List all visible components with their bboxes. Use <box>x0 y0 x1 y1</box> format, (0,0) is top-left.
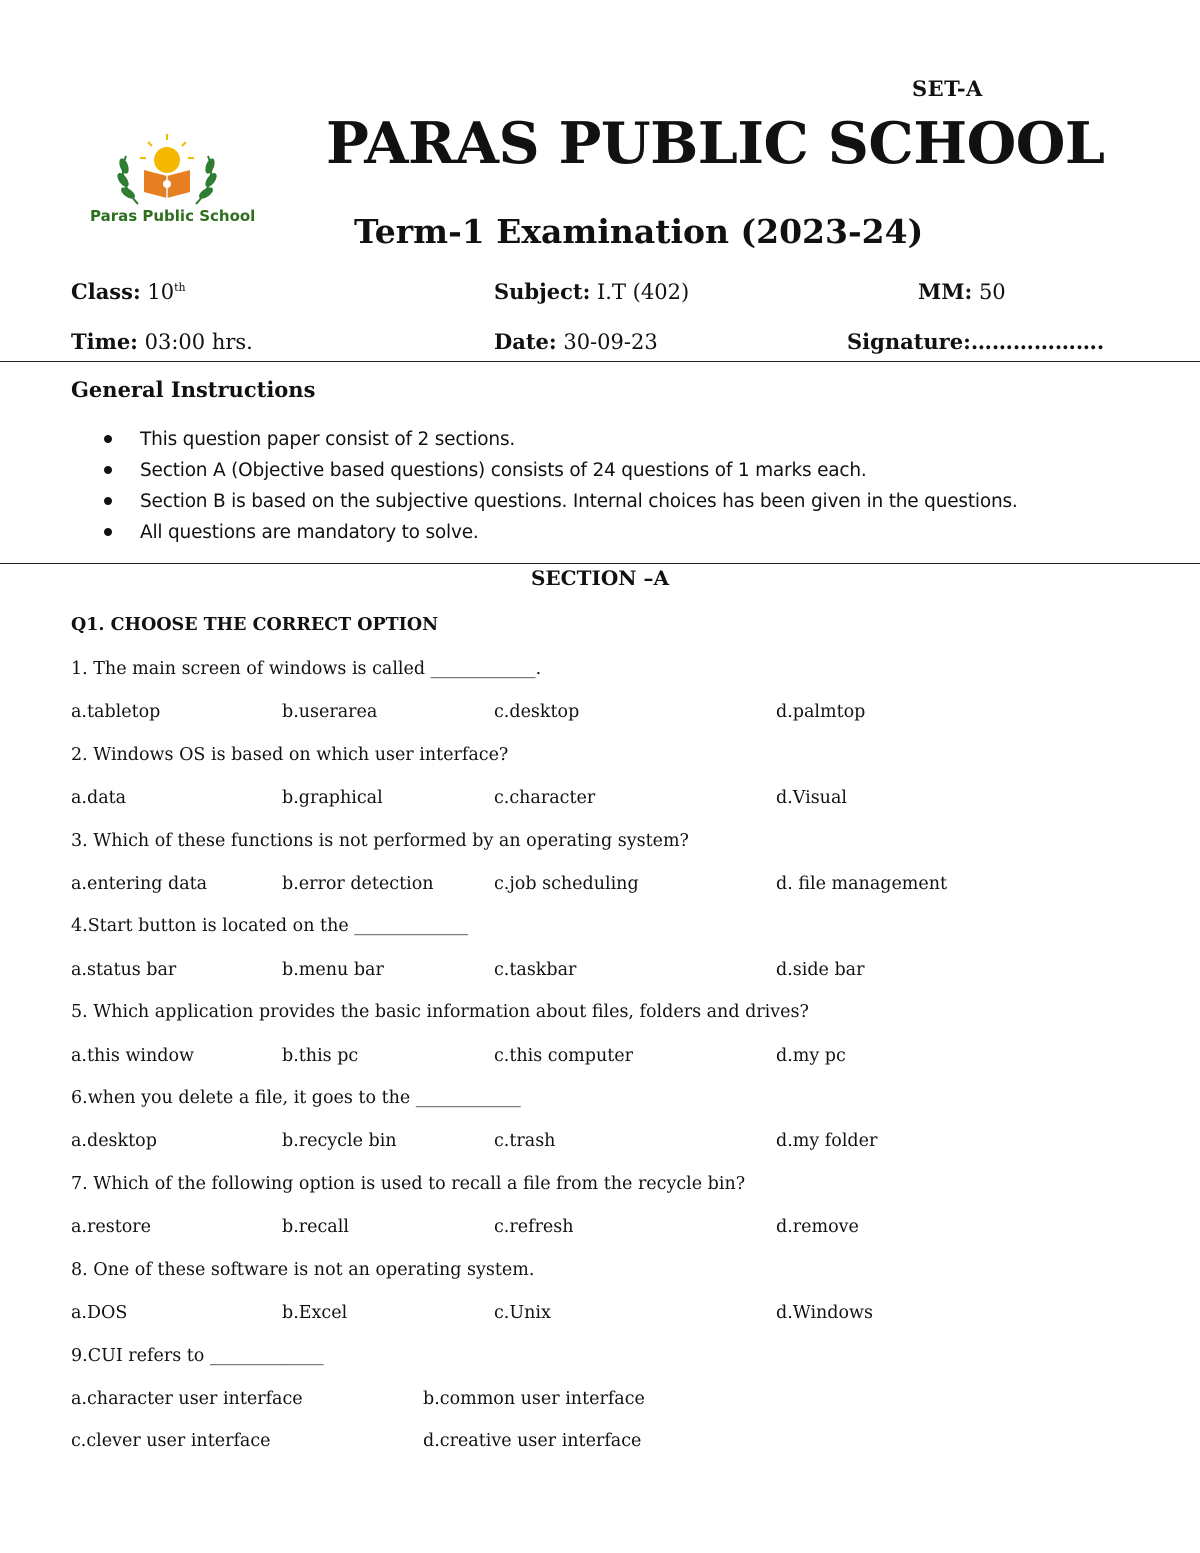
header-divider <box>0 361 1200 362</box>
option: b.Excel <box>282 1303 348 1323</box>
signature-field <box>847 329 1104 354</box>
instruction-item <box>100 424 1018 455</box>
instruction-item <box>100 486 1018 517</box>
class-field <box>71 279 186 304</box>
question-text: 5. Which application provides the basic information about files, folders and drives? <box>71 1002 809 1022</box>
option: d.my folder <box>776 1131 878 1151</box>
bullet-icon <box>104 466 112 474</box>
option: a.DOS <box>71 1303 128 1323</box>
class-sup: th <box>174 281 186 294</box>
option: d.remove <box>776 1217 859 1237</box>
option: d.side bar <box>776 960 865 980</box>
instruction-item <box>100 455 1018 486</box>
q1-heading: Q1. CHOOSE THE CORRECT OPTION <box>71 615 439 635</box>
question-text: 6.when you delete a file, it goes to the ____________ <box>71 1088 521 1108</box>
instruction-text: Section B is based on the subjective questions. Internal choices has been given in the questions. <box>140 491 1018 512</box>
section-title <box>0 566 1200 590</box>
option: c.refresh <box>494 1217 574 1237</box>
option: b.recall <box>282 1217 349 1237</box>
option: c.trash <box>494 1131 556 1151</box>
option: a.this window <box>71 1046 195 1066</box>
subject-label: Subject: <box>494 279 591 304</box>
question-text: 1. The main screen of windows is called ____________. <box>71 659 542 679</box>
date-label: Date: <box>494 329 557 354</box>
option: c.character <box>494 788 596 808</box>
option: d.palmtop <box>776 702 866 722</box>
option: b.recycle bin <box>282 1131 397 1151</box>
option: b.menu bar <box>282 960 384 980</box>
option: a.data <box>71 788 127 808</box>
question-text: 9.CUI refers to _____________ <box>71 1346 324 1366</box>
mm-label: MM: <box>918 279 973 304</box>
option: a.tabletop <box>71 702 161 722</box>
option: d.Windows <box>776 1303 874 1323</box>
option: b.userarea <box>282 702 378 722</box>
instructions-list <box>100 424 1018 548</box>
instruction-text: All questions are mandatory to solve. <box>140 522 479 543</box>
option: c.taskbar <box>494 960 577 980</box>
option: a.desktop <box>71 1131 157 1151</box>
time-field <box>71 329 253 354</box>
question-text: 7. Which of the following option is used to recall a file from the recycle bin? <box>71 1174 746 1194</box>
instructions-title: General Instructions <box>71 377 316 402</box>
option: b.error detection <box>282 874 434 894</box>
subject-field <box>494 279 689 304</box>
date-field <box>494 329 658 354</box>
option: c.this computer <box>494 1046 633 1066</box>
option: d.creative user interface <box>423 1431 642 1451</box>
mm-field <box>918 279 1006 304</box>
subject-value: I.T (402) <box>597 280 690 304</box>
mm-value: 50 <box>978 280 1006 304</box>
option: d.my pc <box>776 1046 846 1066</box>
instruction-item <box>100 517 1018 548</box>
option: c.clever user interface <box>71 1431 271 1451</box>
question-text: 2. Windows OS is based on which user interface? <box>71 745 509 765</box>
option: a.entering data <box>71 874 208 894</box>
option: a.restore <box>71 1217 151 1237</box>
bullet-icon <box>104 497 112 505</box>
option: c.job scheduling <box>494 874 639 894</box>
option: b.common user interface <box>423 1389 645 1409</box>
instruction-text: This question paper consist of 2 sections. <box>140 429 516 450</box>
option: d.Visual <box>776 788 847 808</box>
time-value: 03:00 hrs. <box>144 330 253 354</box>
school-name: PARAS PUBLIC SCHOOL <box>326 110 1105 177</box>
bullet-icon <box>104 435 112 443</box>
set-label: SET-A <box>912 76 983 101</box>
option: b.graphical <box>282 788 383 808</box>
exam-title: Term-1 Examination (2023-24) <box>354 212 924 251</box>
option: a.character user interface <box>71 1389 303 1409</box>
logo-school-name: Paras Public School <box>90 207 256 225</box>
instructions-divider <box>0 563 1200 564</box>
signature-label: Signature: <box>847 329 971 354</box>
class-value: 10 <box>147 280 175 304</box>
time-label: Time: <box>71 329 138 354</box>
bullet-icon <box>104 528 112 536</box>
instruction-text: Section A (Objective based questions) consists of 24 questions of 1 marks each. <box>140 460 867 481</box>
signature-dots: ………………. <box>970 329 1105 354</box>
section-title-text: SECTION –A <box>530 566 670 590</box>
option: d. file management <box>776 874 948 894</box>
question-text: 8. One of these software is not an operating system. <box>71 1260 535 1280</box>
option: c.Unix <box>494 1303 551 1323</box>
option: b.this pc <box>282 1046 359 1066</box>
option: c.desktop <box>494 702 580 722</box>
question-text: 3. Which of these functions is not performed by an operating system? <box>71 831 689 851</box>
question-text: 4.Start button is located on the _____________ <box>71 916 469 936</box>
date-value: 30-09-23 <box>563 330 658 354</box>
option: a.status bar <box>71 960 177 980</box>
class-label: Class: <box>71 279 141 304</box>
